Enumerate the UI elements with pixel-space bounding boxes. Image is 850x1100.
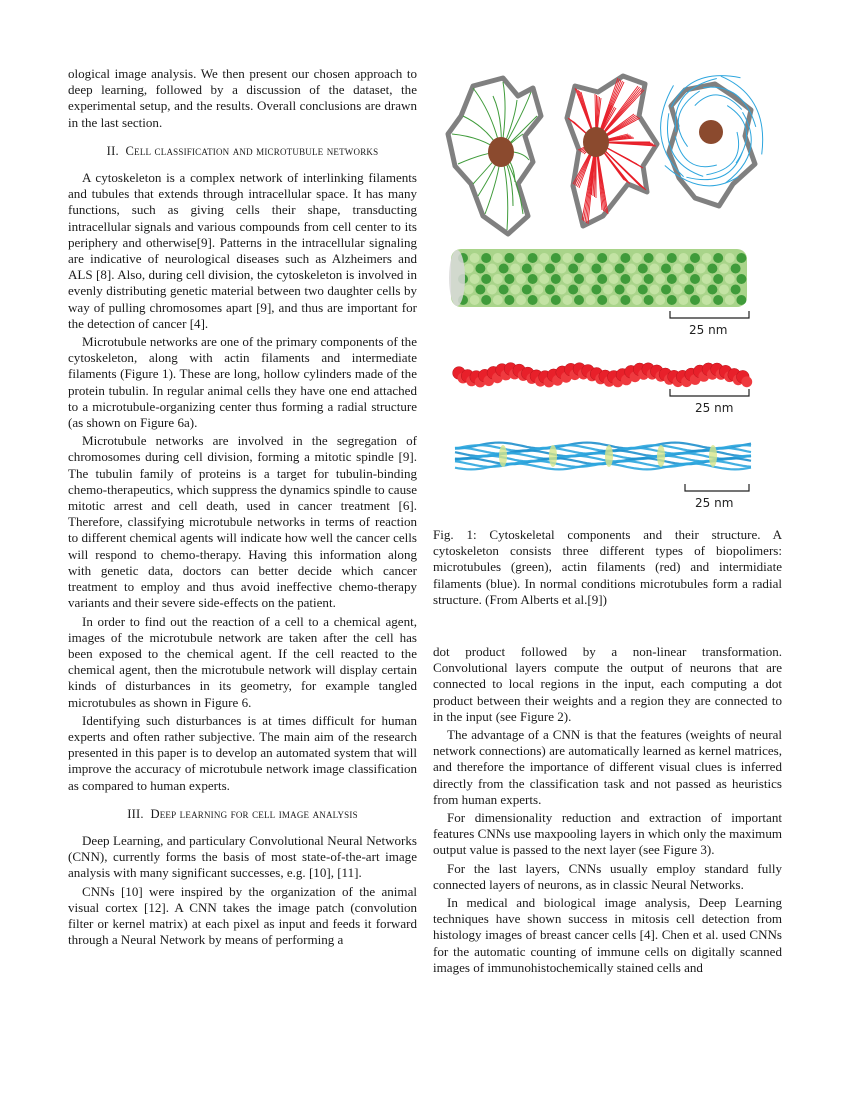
tubulin-dot bbox=[591, 285, 601, 295]
tubulin-dot bbox=[499, 285, 509, 295]
tubulin-dots bbox=[458, 253, 746, 305]
tubulin-dot bbox=[470, 253, 480, 263]
intermediate-filament-structure bbox=[455, 443, 751, 470]
tubulin-dot bbox=[539, 274, 549, 284]
tubulin-dot bbox=[661, 285, 671, 295]
tubulin-dot bbox=[539, 295, 549, 305]
paragraph-cnn-start: CNNs [10] were inspired by the organization of the animal visual cortex [12]. A CNN takes the image patch (convolution filter or kernel matrix) at each pixel as input and feeds it forward through a Neural Network by means of performing a bbox=[68, 883, 417, 948]
actin-filament-structure bbox=[453, 363, 753, 388]
scale-bar-3-line bbox=[685, 484, 749, 491]
tubulin-dot bbox=[632, 295, 642, 305]
tubulin-dot bbox=[655, 253, 665, 263]
tubulin-dot bbox=[736, 253, 746, 263]
section-2-heading bbox=[68, 143, 417, 159]
scale-bar-2-line bbox=[670, 389, 749, 396]
tubulin-dot bbox=[696, 264, 706, 274]
tubulin-dot bbox=[499, 264, 509, 274]
tubulin-dot bbox=[533, 285, 543, 295]
tubulin-dot bbox=[568, 264, 578, 274]
filament-junction bbox=[605, 445, 613, 467]
scale-bar-actin bbox=[670, 389, 749, 415]
tubulin-dot bbox=[649, 285, 659, 295]
tubulin-dot bbox=[644, 253, 654, 263]
tubulin-dot bbox=[615, 285, 625, 295]
tubulin-dot bbox=[597, 274, 607, 284]
tubulin-dot bbox=[678, 274, 688, 284]
tubulin-dot bbox=[597, 295, 607, 305]
tubulin-dot bbox=[673, 264, 683, 274]
tubulin-dot bbox=[493, 295, 503, 305]
tubulin-dot bbox=[603, 264, 613, 274]
tubulin-dot bbox=[667, 253, 677, 263]
tubulin-dot bbox=[736, 274, 746, 284]
tubulin-dot bbox=[487, 285, 497, 295]
section-3-title: Deep learning for cell image analysis bbox=[150, 806, 358, 821]
cell-3-nucleus bbox=[699, 120, 723, 144]
tubulin-dot bbox=[481, 274, 491, 284]
tubulin-dot bbox=[493, 274, 503, 284]
tubulin-dot bbox=[702, 253, 712, 263]
tubulin-dot bbox=[562, 295, 572, 305]
tubulin-dot bbox=[516, 274, 526, 284]
paragraph-dot-product: dot product followed by a non-linear transformation. Convolutional layers compute the output of neurons that are connected to local regions in the input, each computing a dot product between their weights and a region they are connected to in the input (see Figure 2). bbox=[433, 644, 782, 724]
tubulin-dot bbox=[638, 264, 648, 274]
tubulin-dot bbox=[481, 295, 491, 305]
paragraph-identifying: Identifying such disturbances is at times difficult for human experts and often rather subjective. The main aim of the research presented in this paper is to develop an automated system that will improve the accuracy of microtubule network image classification as compared to human experts. bbox=[68, 712, 417, 793]
tubulin-dot bbox=[574, 253, 584, 263]
tubulin-dot bbox=[562, 274, 572, 284]
tubulin-dot bbox=[516, 295, 526, 305]
tubulin-dot bbox=[562, 253, 572, 263]
tubulin-dot bbox=[539, 253, 549, 263]
tubulin-dot bbox=[609, 295, 619, 305]
tubulin-dot bbox=[649, 264, 659, 274]
tubulin-dot bbox=[580, 285, 590, 295]
paragraph-maxpooling: For dimensionality reduction and extraction of important features CNNs use maxpooling layers in which only the maximum output value is passed to the next layer (see Figure 3). bbox=[433, 810, 782, 858]
scale-bar-1-label: 25 nm bbox=[689, 323, 728, 337]
figure-1-caption: Fig. 1: Cytoskeletal components and their structure. A cytoskeleton consists three different types of biopolimers: microtubules (green), actin filaments (red) and intermidiate filaments (blue). In normal conditions microtubules form a radial structure. (From Alberts et al.[9]) bbox=[433, 527, 782, 607]
paragraph-microtubule: Microtubule networks are one of the primary components of the cytoskeleton, along with actin filaments and intermediate filaments (Figure 1). These are long, hollow cylinders made of the protein tubulin. In regular animal cells they have one end attached to a microtubule-organizing center thus forming a radial structure (as shown on Figure 6a). bbox=[68, 334, 417, 431]
tubulin-dot bbox=[580, 264, 590, 274]
tubulin-dot bbox=[597, 253, 607, 263]
tubulin-dot bbox=[725, 274, 735, 284]
section-3-heading bbox=[68, 806, 417, 822]
filament-junction bbox=[657, 445, 665, 467]
tubulin-dot bbox=[731, 285, 741, 295]
tubulin-dot bbox=[626, 285, 636, 295]
microtubule-structure bbox=[449, 249, 747, 307]
tubulin-dot bbox=[620, 295, 630, 305]
tubulin-dot bbox=[475, 264, 485, 274]
tubulin-dot bbox=[644, 295, 654, 305]
tubulin-dot bbox=[713, 253, 723, 263]
tubulin-dot bbox=[470, 274, 480, 284]
tubulin-dot bbox=[620, 274, 630, 284]
tubulin-dot bbox=[545, 264, 555, 274]
tubulin-dot bbox=[475, 285, 485, 295]
tubulin-dot bbox=[690, 274, 700, 284]
tubulin-dot bbox=[528, 295, 538, 305]
tubulin-dot bbox=[586, 274, 596, 284]
tubulin-dot bbox=[481, 253, 491, 263]
tubulin-dot bbox=[522, 264, 532, 274]
tubulin-dot bbox=[667, 274, 677, 284]
tubulin-dot bbox=[516, 253, 526, 263]
tubulin-dot bbox=[673, 285, 683, 295]
tubulin-dot bbox=[690, 295, 700, 305]
tubulin-dot bbox=[632, 253, 642, 263]
tubulin-dot bbox=[551, 253, 561, 263]
tubulin-dot bbox=[678, 253, 688, 263]
right-column bbox=[433, 644, 782, 976]
tubulin-dot bbox=[707, 285, 717, 295]
tubulin-dot bbox=[684, 264, 694, 274]
cell-2-nucleus bbox=[583, 127, 609, 157]
tubulin-dot bbox=[725, 295, 735, 305]
section-2-number: II. bbox=[106, 143, 119, 158]
tubulin-dot bbox=[707, 264, 717, 274]
tubulin-dot bbox=[557, 264, 567, 274]
figure-1 bbox=[433, 66, 782, 516]
tubulin-dot bbox=[655, 274, 665, 284]
cell-actin-illustration bbox=[567, 76, 657, 226]
cell-microtubule-illustration bbox=[448, 78, 541, 234]
tubulin-dot bbox=[574, 274, 584, 284]
tubulin-dot bbox=[464, 285, 474, 295]
tubulin-dot bbox=[533, 264, 543, 274]
tubulin-dot bbox=[591, 264, 601, 274]
tubulin-dot bbox=[510, 285, 520, 295]
cell-intermediate-illustration bbox=[661, 76, 763, 206]
tubulin-dot bbox=[684, 285, 694, 295]
tubulin-dot bbox=[504, 253, 514, 263]
tubulin-dot bbox=[638, 285, 648, 295]
tubulin-dot bbox=[620, 253, 630, 263]
section-2-title: Cell classification and microtubule networks bbox=[125, 143, 379, 158]
paragraph-medical: In medical and biological image analysis, Deep Learning techniques have shown success in mitosis cell detection from histology images of breast cancer cells [4]. Chen et al. used CNNs for the automatic counting of immune cells on digitally scanned images of immunohistochemically stained cells and bbox=[433, 895, 782, 975]
figure-1-illustration bbox=[433, 66, 782, 516]
cell-1-nucleus bbox=[488, 137, 514, 167]
tubulin-dot bbox=[603, 285, 613, 295]
tubulin-dot bbox=[609, 274, 619, 284]
scale-bar-2-label: 25 nm bbox=[695, 401, 734, 415]
tubulin-dot bbox=[504, 274, 514, 284]
tubulin-dot bbox=[528, 253, 538, 263]
tubulin-dot bbox=[609, 253, 619, 263]
tubulin-dot bbox=[522, 285, 532, 295]
scale-bar-3-label: 25 nm bbox=[695, 496, 734, 510]
tubulin-dot bbox=[644, 274, 654, 284]
scale-bar-1-line bbox=[670, 311, 749, 318]
scale-bar-intermediate bbox=[685, 484, 749, 510]
scale-bar-microtubule bbox=[670, 311, 749, 337]
tubulin-dot bbox=[504, 295, 514, 305]
section-3-number: III. bbox=[127, 806, 144, 821]
tubulin-dot bbox=[632, 274, 642, 284]
tubulin-dot bbox=[719, 264, 729, 274]
tubulin-dot bbox=[713, 295, 723, 305]
paragraph-reaction: In order to find out the reaction of a cell to a chemical agent, images of the microtubule network are taken after the cell has been exposed to the chemical agent. If the cell reacted to the chemical agent, then the microtubule network will display certain kinds of disturbances in its geometry, for example tangled microtubules as shown in Figure 6. bbox=[68, 613, 417, 710]
tubulin-dot bbox=[690, 253, 700, 263]
tubulin-dot bbox=[487, 264, 497, 274]
tubulin-dot bbox=[586, 295, 596, 305]
tubulin-dot bbox=[551, 274, 561, 284]
tubulin-dot bbox=[702, 274, 712, 284]
tubulin-dot bbox=[736, 295, 746, 305]
tubulin-dot bbox=[464, 264, 474, 274]
tubulin-dot bbox=[574, 295, 584, 305]
filament-junction bbox=[709, 445, 717, 467]
paragraph-advantage: The advantage of a CNN is that the features (weights of neural network connections) are automatically learned as kernel matrices, and therefore the importance of different visual clues is inferred directly from the classification task and not passed as heuristics from human experts. bbox=[433, 727, 782, 807]
tubulin-dot bbox=[667, 295, 677, 305]
tubulin-dot bbox=[661, 264, 671, 274]
tubulin-dot bbox=[545, 285, 555, 295]
paragraph-last-layers: For the last layers, CNNs usually employ standard fully connected layers of neurons, as in classic Neural Networks. bbox=[433, 860, 782, 892]
tubulin-dot bbox=[713, 274, 723, 284]
tubulin-dot bbox=[557, 285, 567, 295]
filament-junction bbox=[549, 445, 557, 467]
tubulin-dot bbox=[568, 285, 578, 295]
tubulin-dot bbox=[655, 295, 665, 305]
actin-bead bbox=[741, 376, 752, 387]
microtubule-end bbox=[449, 250, 465, 306]
tubulin-dot bbox=[702, 295, 712, 305]
paragraph-intro-end: ological image analysis. We then present our chosen approach to deep learning, followed by a discussion of the dataset, the experimental setup, and the results. Overall conclusions are drawn in the last section. bbox=[68, 66, 417, 130]
left-column bbox=[68, 66, 417, 948]
filament-junction bbox=[499, 445, 507, 467]
tubulin-dot bbox=[615, 264, 625, 274]
tubulin-dot bbox=[626, 264, 636, 274]
paragraph-deep-learning: Deep Learning, and particulary Convolutional Neural Networks (CNN), currently forms the basis of most state-of-the-art image analysis with many significant successes, e.g. [10], [11]. bbox=[68, 832, 417, 881]
tubulin-dot bbox=[678, 295, 688, 305]
cell-3-border bbox=[669, 84, 755, 206]
tubulin-dot bbox=[731, 264, 741, 274]
tubulin-dot bbox=[493, 253, 503, 263]
tubulin-dot bbox=[470, 295, 480, 305]
paragraph-cytoskeleton: A cytoskeleton is a complex network of interlinking filaments and tubules that extends through intracellular space. It has many functions, such as giving cells their shape, transducting intracellular signals and various compounds from cell center to its periphery and otherwise[9]. Patterns in the intracellular signaling are indicative of neurological diseases such as Alzheimers and ALS [8]. Also, during cell division, the cytoskeleton is involved in evenly distributing genetic material between two daughter cells by way of pulling chromosomes apart [9], and thus are important for the detection of cancer [4]. bbox=[68, 170, 417, 331]
tubulin-dot bbox=[586, 253, 596, 263]
paragraph-segregation: Microtubule networks are involved in the segregation of chromosomes during cell division, forming a mitotic spindle [9]. The tubulin family of proteins is a target for tubulin-binding chemo-therapeutics, which suppress the dynamics spindle to cause mitotic arrest and cell death, used in cancer treatment [6]. Therefore, classifying microtubule networks in terms of reaction to different chemical agents will indicate how well the cancer cells will respond to chemo-therapy. Having this information along with genetic data, doctors can better decide which cancer treatment to employ and thus avoid ineffective chemo-therapy variants and their severe side-effects on the patient. bbox=[68, 433, 417, 611]
tubulin-dot bbox=[725, 253, 735, 263]
tubulin-dot bbox=[528, 274, 538, 284]
tubulin-dot bbox=[696, 285, 706, 295]
tubulin-dot bbox=[551, 295, 561, 305]
tubulin-dot bbox=[719, 285, 729, 295]
tubulin-dot bbox=[510, 264, 520, 274]
